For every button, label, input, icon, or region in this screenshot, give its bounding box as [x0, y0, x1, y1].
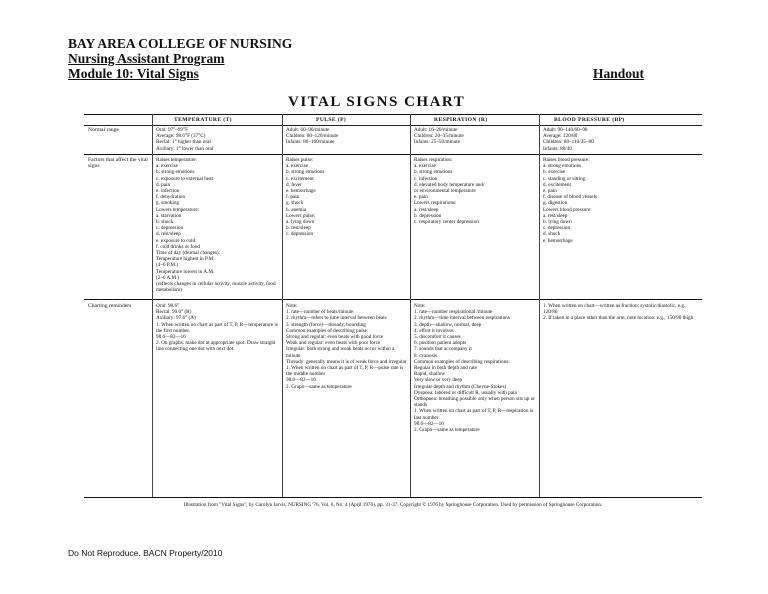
cell-normal-blood-pressure: Adult: 90–140/60–90 Average: 120/80 Children: 80–110/35–80 Infants: 80/40 — [543, 127, 594, 152]
row-label-charting: Charting reminders — [88, 303, 132, 309]
cell-factors-pulse: Raises pulse: a. exercise b. strong emotions c. excitement d. fever e. hemorrhage f. pain g. shock h. anemia Lowers pulse: a. lying down b. rest/sleep c. depression — [286, 157, 325, 238]
cell-normal-pulse: Adult: 60–90/minute Children: 80–120/minute Infants: 80–160/minute — [286, 127, 339, 146]
illustration-credit: Illustration from "Vital Signs", by Carolyn Jarvis, NURSING '76, Vol. 6, No. 4 (April 1976), pp. 31-37. Copyright © 1976 by Springhouse Corporation. Used by permission of Springhouse Corporation. — [183, 502, 603, 508]
row-label-normal-range: Normal range — [88, 127, 119, 133]
cell-charting-temperature: Oral: 98.6° Rectal: 99.6° (R) Axillary: 97.6° (A) 1. When written on chart as part of T, P, R—temperature is the first number. 98.6—82—16 2. On graphs: make dot at appropriate spot. Draw straight line connecting one dot with next dot. — [156, 303, 278, 353]
col-divider — [410, 114, 411, 497]
col-head-respiration: RESPIRATION (R) — [434, 117, 488, 123]
module-title: Module 10: Vital Signs — [68, 66, 199, 81]
cell-factors-blood-pressure: Raises blood pressure: a. strong emotions b. exercise c. standing or sitting d. excitement e. pain f. disease of blood vessels g. digestion Lowers blood pressure: a. rest/sleep b. lying down c. depression d. shock e. hemorrhage — [543, 157, 598, 244]
col-divider — [539, 114, 540, 497]
cell-charting-respiration: Note: 1. rate—number respirational /minute 2. rhythm—time interval between respirations 3. depth—shallow, normal, deep 4. effort it involves 5. discomfort it causes 6. position patient adopts 7. sounds that accompany it 8. cyanosis Common examples of describing respirations: Regular in both depth and rate Rapid, shallow Very slow or very deep Irregular depth and rhythm (Cheyne-Stokes) Dyspnea: labored or difficult R, usually with pain Orthopnea: breathing possible only when person sits up or stands 1. When written on chart as part of T, P, R—respiration is last number 98.6—82—16 2. Graph—same as temperature — [414, 303, 536, 434]
footer-notice: Do Not Reproduce. BACN Property/2010 — [68, 548, 223, 558]
col-head-blood-pressure: BLOOD PRESSURE (BP) — [554, 117, 625, 123]
cell-factors-temperature: Raises temperature: a. exercise b. strong emotions c. exposure to external heat d. pain e. infection f. dehydration g. smoking Lowers temperature: a. starvation b. shock c. depression d. rest/sleep e. exposure to cold f. cold drinks or food Time of day (diurnal changes): Temperature highest in P.M. (4–6 P.M.) Temperature lowest in A.M. (2–6 A.M.) (reflects changes in cellular activity, muscle activity, food metabolism) — [156, 157, 276, 294]
college-name: BAY AREA COLLEGE OF NURSING — [68, 36, 293, 51]
table-bottom-rule — [84, 497, 702, 498]
row2-bottom-rule — [84, 299, 702, 300]
table-top-rule — [84, 114, 702, 115]
col-head-pulse: PULSE (P) — [316, 117, 347, 123]
col-divider — [152, 114, 153, 497]
cell-normal-temperature: Oral: 97°–99°F Average: 98.6°F (37°C) Rectal: 1° higher than oral Axillary: 1° lower than oral — [156, 127, 214, 152]
col-head-temperature: TEMPERATURE (T) — [174, 117, 232, 123]
cell-factors-respiration: Raises respiration: a. exercise b. strong emotions c. infection d. elevated body temperature and/ or environmental temperature e. pain Lowers respirations: a. rest/sleep b. depression c. respiratory center depression — [414, 157, 485, 226]
handout-label: Handout — [593, 66, 645, 81]
program-name: Nursing Assistant Program — [68, 51, 225, 66]
row1-bottom-rule — [84, 154, 702, 155]
row-label-factors: Factors that affect the vital signs — [88, 157, 148, 170]
header-bottom-rule — [84, 125, 702, 126]
cell-charting-pulse: Note: 1. rate—number of beats/minute 2. rhythm—refers to time interval between beats 3. strength (force)—thready, bounding Common examples of describing pulse: Strong and regular: even beats with good force Weak and regular: even beats with poor force Irregular: both strong and weak beats occur within a minute Thready: generally means it is of weak force and irregular 1. When written on chart as part of T, P, R—pulse rate is the middle number 98.6—82—16 2. Graph—same as temperature — [286, 303, 407, 390]
vital-signs-table — [84, 114, 702, 498]
cell-normal-respiration: Adult: 16–20/minute Children: 20–35/minute Infants: 25–50/minute — [414, 127, 464, 146]
cell-charting-blood-pressure: 1. When written on chart—written as fraction: systolic/diastolic, e.g., 120/80 2. If taken in a place other than the arm, note location: e.g., 150/90 thigh — [543, 303, 694, 322]
col-divider — [282, 114, 283, 497]
chart-title: VITAL SIGNS CHART — [288, 94, 466, 110]
